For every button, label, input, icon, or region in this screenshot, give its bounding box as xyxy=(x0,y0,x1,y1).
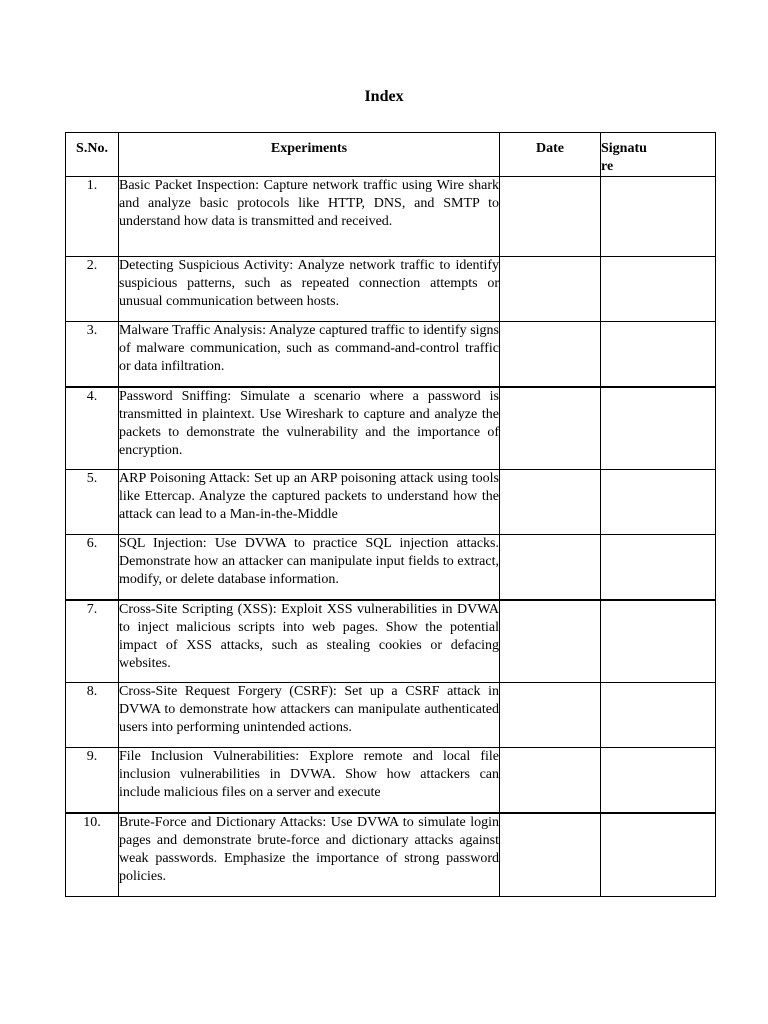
header-signature-label: Signature xyxy=(601,141,647,174)
table-header-row xyxy=(66,133,716,177)
table-row xyxy=(66,535,716,600)
row-signature-cell xyxy=(601,600,716,683)
page-title: Index xyxy=(364,88,404,105)
row-sno: 3. xyxy=(66,322,119,387)
table-row xyxy=(66,683,716,748)
table-row xyxy=(66,748,716,813)
row-experiment: Malware Traffic Analysis: Analyze captured traffic to identify signs of malware communication, such as command-and-control traffic or data infiltration. xyxy=(119,322,500,387)
row-signature-cell xyxy=(601,813,716,897)
row-experiment: File Inclusion Vulnerabilities: Explore remote and local file inclusion vulnerabilities in DVWA. Show how attackers can include malicious files on a server and execute xyxy=(119,748,500,813)
table-row xyxy=(66,600,716,683)
table-row xyxy=(66,387,716,470)
row-signature-cell xyxy=(601,748,716,813)
row-sno: 2. xyxy=(66,257,119,322)
index-table xyxy=(65,132,716,897)
row-signature-cell xyxy=(601,177,716,257)
row-date-cell xyxy=(500,177,601,257)
row-signature-cell xyxy=(601,470,716,535)
row-experiment: ARP Poisoning Attack: Set up an ARP poisoning attack using tools like Ettercap. Analyze the captured packets to understand how the attack can lead to a Man-in-the-Middle xyxy=(119,470,500,535)
row-signature-cell xyxy=(601,535,716,600)
row-experiment: Cross-Site Request Forgery (CSRF): Set up a CSRF attack in DVWA to demonstrate how attackers can manipulate authenticated users into performing unintended actions. xyxy=(119,683,500,748)
row-sno: 1. xyxy=(66,177,119,257)
row-date-cell xyxy=(500,470,601,535)
row-experiment: Detecting Suspicious Activity: Analyze network traffic to identify suspicious patterns, such as repeated connection attempts or unusual communication between hosts. xyxy=(119,257,500,322)
row-experiment: Password Sniffing: Simulate a scenario where a password is transmitted in plaintext. Use Wireshark to capture and analyze the packets to demonstrate the vulnerability and the importance of encryption. xyxy=(119,387,500,470)
row-date-cell xyxy=(500,257,601,322)
row-experiment: Basic Packet Inspection: Capture network traffic using Wire shark and analyze basic protocols like HTTP, DNS, and SMTP to understand how data is transmitted and received. xyxy=(119,177,500,257)
row-signature-cell xyxy=(601,257,716,322)
header-signature xyxy=(601,133,716,177)
row-date-cell xyxy=(500,683,601,748)
row-date-cell xyxy=(500,748,601,813)
row-date-cell xyxy=(500,322,601,387)
table-row xyxy=(66,257,716,322)
header-experiments: Experiments xyxy=(119,133,500,177)
row-experiment: Brute-Force and Dictionary Attacks: Use DVWA to simulate login pages and demonstrate brute-force and dictionary attacks against weak passwords. Emphasize the importance of strong password policies. xyxy=(119,813,500,897)
header-sno: S.No. xyxy=(66,133,119,177)
row-date-cell xyxy=(500,535,601,600)
row-experiment: Cross-Site Scripting (XSS): Exploit XSS vulnerabilities in DVWA to inject malicious scripts into web pages. Show the potential impact of XSS attacks, such as stealing cookies or defacing websites. xyxy=(119,600,500,683)
row-signature-cell xyxy=(601,683,716,748)
header-date: Date xyxy=(500,133,601,177)
row-sno: 4. xyxy=(66,387,119,470)
table-row xyxy=(66,322,716,387)
row-date-cell xyxy=(500,600,601,683)
table-row xyxy=(66,177,716,257)
row-sno: 8. xyxy=(66,683,119,748)
row-experiment: SQL Injection: Use DVWA to practice SQL injection attacks. Demonstrate how an attacker can manipulate input fields to extract, modify, or delete database information. xyxy=(119,535,500,600)
row-signature-cell xyxy=(601,387,716,470)
table-row xyxy=(66,813,716,897)
row-sno: 6. xyxy=(66,535,119,600)
table-row xyxy=(66,470,716,535)
row-sno: 7. xyxy=(66,600,119,683)
row-sno: 10. xyxy=(66,813,119,897)
row-sno: 5. xyxy=(66,470,119,535)
row-date-cell xyxy=(500,387,601,470)
row-signature-cell xyxy=(601,322,716,387)
row-sno: 9. xyxy=(66,748,119,813)
row-date-cell xyxy=(500,813,601,897)
